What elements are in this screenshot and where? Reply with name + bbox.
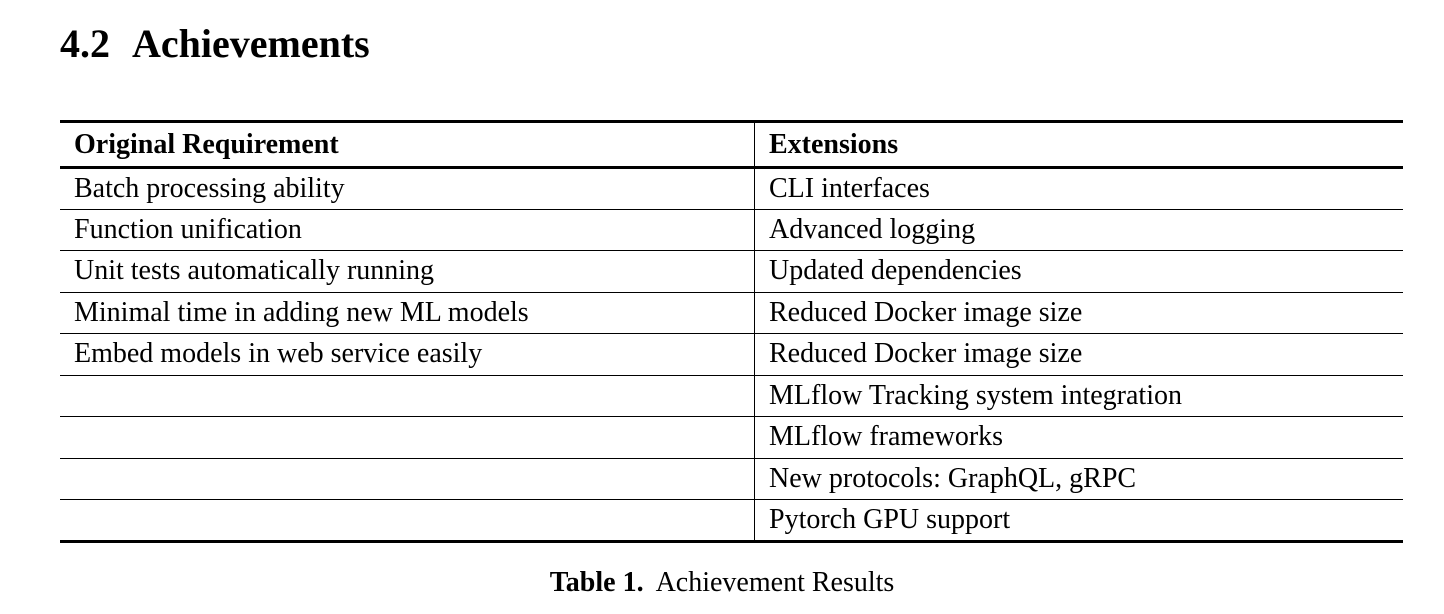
table-row <box>60 500 1403 542</box>
requirement-cell <box>60 458 755 500</box>
table-row <box>60 251 1403 293</box>
table-row <box>60 458 1403 500</box>
table-row <box>60 417 1403 459</box>
requirement-cell <box>60 417 755 459</box>
extension-cell: New protocols: GraphQL, gRPC <box>755 458 1404 500</box>
section-heading <box>60 18 370 70</box>
achievements-table <box>60 120 1403 543</box>
table-caption <box>0 566 1444 600</box>
table-row <box>60 334 1403 376</box>
extension-cell: Reduced Docker image size <box>755 292 1404 334</box>
requirement-cell <box>60 500 755 542</box>
requirement-cell: Unit tests automatically running <box>60 251 755 293</box>
extension-cell: Updated dependencies <box>755 251 1404 293</box>
table-row <box>60 292 1403 334</box>
requirement-cell: Function unification <box>60 209 755 251</box>
section-title: Achievements <box>132 21 370 66</box>
table-row <box>60 168 1403 210</box>
requirement-cell: Batch processing ability <box>60 168 755 210</box>
requirement-cell <box>60 375 755 417</box>
extension-cell: Advanced logging <box>755 209 1404 251</box>
table-row <box>60 375 1403 417</box>
table-row <box>60 209 1403 251</box>
extension-cell: Reduced Docker image size <box>755 334 1404 376</box>
table-header-row <box>60 122 1403 168</box>
caption-text: Achievement Results <box>655 567 895 598</box>
extension-cell: MLflow frameworks <box>755 417 1404 459</box>
extension-cell: Pytorch GPU support <box>755 500 1404 542</box>
extension-cell: MLflow Tracking system integration <box>755 375 1404 417</box>
requirement-cell: Embed models in web service easily <box>60 334 755 376</box>
header-original-requirement: Original Requirement <box>60 122 755 168</box>
extension-cell: CLI interfaces <box>755 168 1404 210</box>
header-extensions: Extensions <box>755 122 1404 168</box>
requirement-cell: Minimal time in adding new ML models <box>60 292 755 334</box>
caption-label: Table 1. <box>549 567 644 598</box>
section-number: 4.2 <box>60 21 110 66</box>
